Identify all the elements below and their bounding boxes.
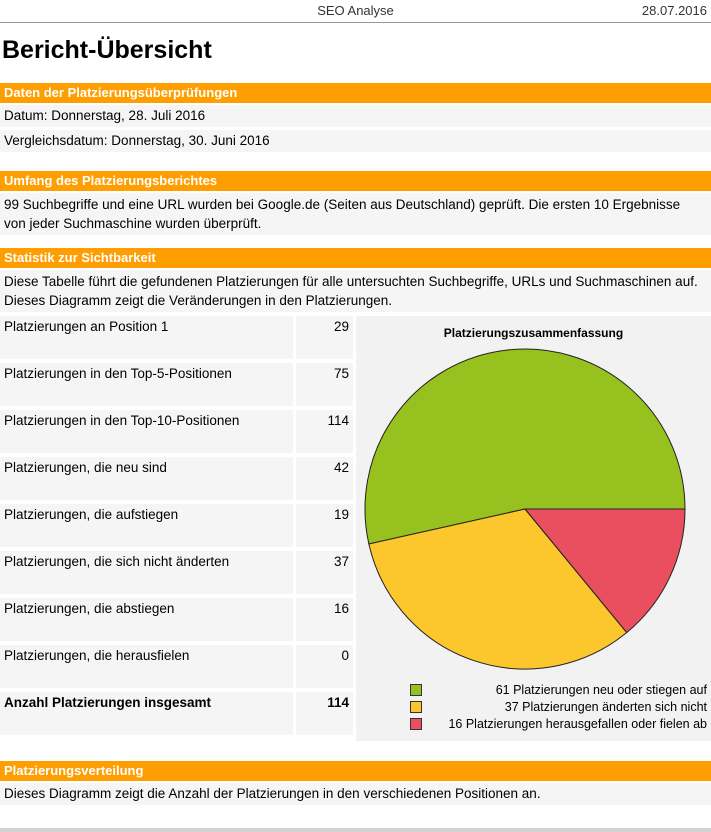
stat-value: 42 <box>296 457 353 500</box>
legend-label: 61 Platzierungen neu oder stiegen auf <box>495 682 707 697</box>
stat-value: 16 <box>296 598 353 641</box>
section-heading-dates: Daten der Platzierungsüberprüfungen <box>0 83 711 103</box>
section-heading-distribution: Platzierungsverteilung <box>0 761 711 781</box>
document-header <box>0 0 711 23</box>
scope-description: 99 Suchbegriffe und eine URL wurden bei Google.de (Seiten aus Deutschland) geprüft. Die ersten 10 Ergebnisse von jeder Suchmaschine wurden überprüft. <box>0 193 711 235</box>
document-title: SEO Analyse <box>317 3 394 18</box>
stat-value: 19 <box>296 504 353 547</box>
stat-value: 29 <box>296 316 353 359</box>
stat-label: Anzahl Platzierungen insgesamt <box>0 692 293 735</box>
table-row <box>0 363 353 410</box>
chart-legend <box>410 681 707 732</box>
next-element-edge <box>0 828 711 832</box>
table-row <box>0 504 353 551</box>
statistics-area <box>0 316 711 741</box>
date-row: Datum: Donnerstag, 28. Juli 2016 <box>0 105 711 127</box>
stat-value: 75 <box>296 363 353 406</box>
stat-label: Platzierungen, die herausfielen <box>0 645 293 688</box>
stat-label: Platzierungen in den Top-5-Positionen <box>0 363 293 406</box>
page-title: Bericht-Übersicht <box>2 36 212 64</box>
legend-swatch <box>410 684 422 696</box>
stat-value: 114 <box>296 692 353 735</box>
stat-label: Platzierungen, die abstiegen <box>0 598 293 641</box>
table-row <box>0 692 353 739</box>
table-row <box>0 645 353 692</box>
section-heading-visibility: Statistik zur Sichtbarkeit <box>0 248 711 268</box>
legend-row <box>410 681 707 698</box>
document-date: 28.07.2016 <box>641 3 707 18</box>
stat-value: 37 <box>296 551 353 594</box>
stat-label: Platzierungen in den Top-10-Positionen <box>0 410 293 453</box>
table-row <box>0 316 353 363</box>
table-row <box>0 598 353 645</box>
chart-title: Platzierungszusammenfassung <box>443 326 624 340</box>
visibility-description: Diese Tabelle führt die gefundenen Platzierungen für alle untersuchten Suchbegriffe, URLs und Suchmaschinen auf. Dieses Diagramm zeigt die Veränderungen in den Platzierungen. <box>0 270 711 312</box>
legend-swatch <box>410 718 422 730</box>
distribution-description: Dieses Diagramm zeigt die Anzahl der Platzierungen in den verschiedenen Positionen an. <box>0 783 711 805</box>
stat-label: Platzierungen, die neu sind <box>0 457 293 500</box>
stat-value: 0 <box>296 645 353 688</box>
stat-value: 114 <box>296 410 353 453</box>
legend-swatch <box>410 701 422 713</box>
table-row <box>0 457 353 504</box>
stat-label: Platzierungen an Position 1 <box>0 316 293 359</box>
legend-label: 16 Platzierungen herausgefallen oder fielen ab <box>448 716 707 731</box>
pie-chart-panel <box>356 316 711 741</box>
pie-chart <box>356 316 711 741</box>
visibility-table <box>0 316 353 741</box>
legend-row <box>410 698 707 715</box>
table-row <box>0 410 353 457</box>
legend-row <box>410 715 707 732</box>
section-heading-scope: Umfang des Platzierungsberichtes <box>0 171 711 191</box>
stat-label: Platzierungen, die sich nicht änderten <box>0 551 293 594</box>
comparison-date-row: Vergleichsdatum: Donnerstag, 30. Juni 2016 <box>0 130 711 152</box>
legend-label: 37 Platzierungen änderten sich nicht <box>504 699 707 714</box>
stat-label: Platzierungen, die aufstiegen <box>0 504 293 547</box>
table-row <box>0 551 353 598</box>
